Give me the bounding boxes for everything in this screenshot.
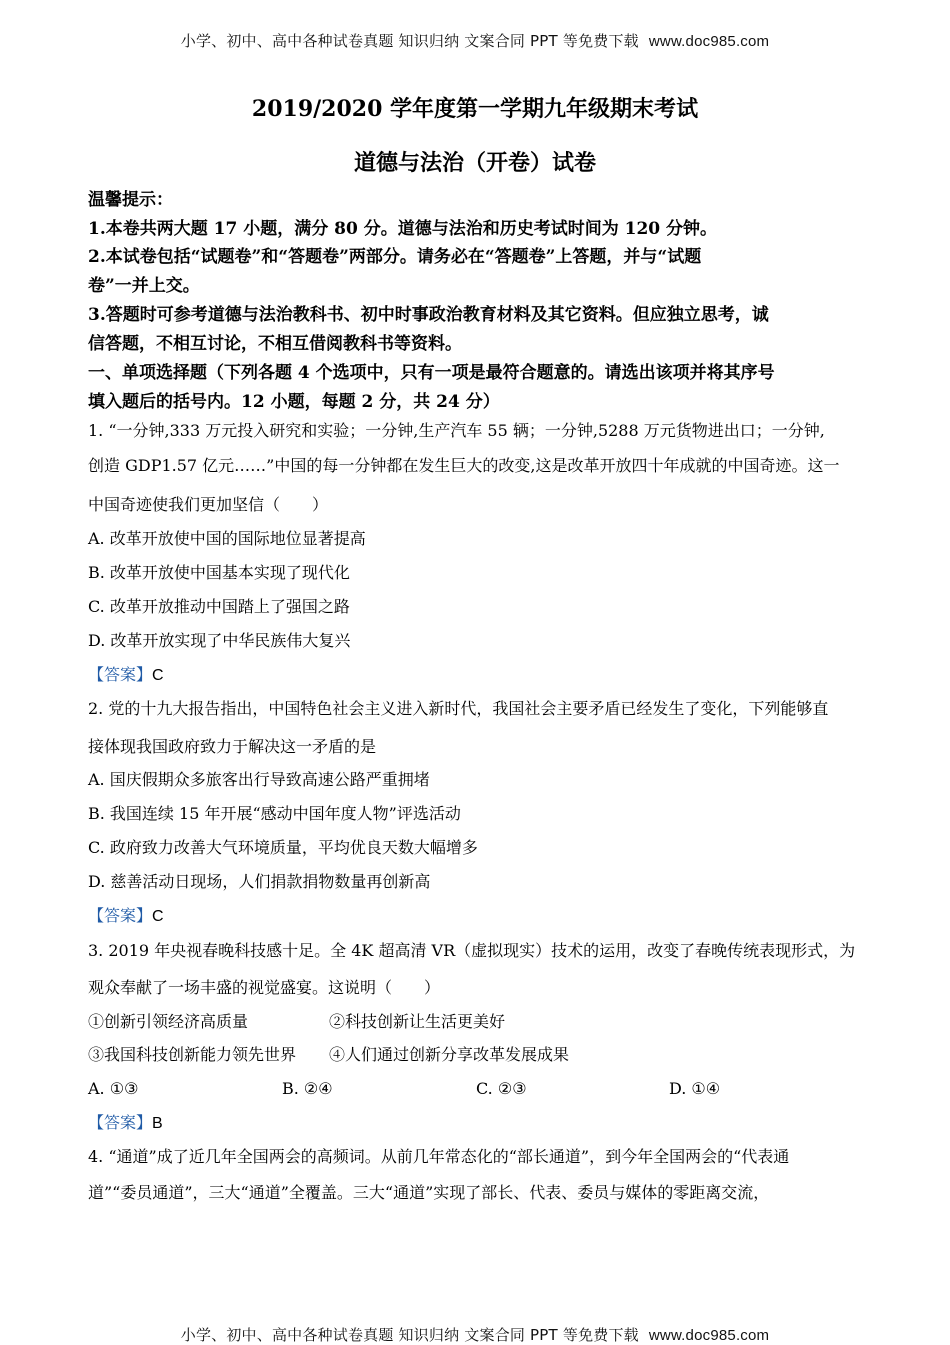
footer-site-link[interactable]: www.doc985.com: [648, 1327, 770, 1344]
q1-answer-value: C: [152, 667, 164, 684]
q1-line-2: 创造 GDP1.57 亿元……”中国的每一分钟都在发生巨大的改变,这是改革开放四十年成就的中国奇迹。这一: [88, 456, 840, 475]
q2-answer-value: C: [152, 908, 164, 925]
section-heading-a: 一、单项选择题（下列各题 4 个选项中，只有一项是最符合题意的。请选出该项并将其序号: [88, 363, 775, 383]
q2-option-b: B. 我国连续 15 年开展“感动中国年度人物”评选活动: [88, 804, 461, 823]
q3-answer: [88, 1112, 878, 1135]
q2-answer: [88, 905, 878, 928]
q4-line-1: 4. “通道”成了近几年全国两会的高频词。从前几年常态化的“部长通道”，到今年全国两会的“代表通: [88, 1147, 790, 1166]
q3-option-b: B. ②④: [282, 1079, 333, 1098]
q2-line-1: 2. 党的十九大报告指出，中国特色社会主义进入新时代，我国社会主要矛盾已经发生了变化，下列能够直: [88, 699, 829, 718]
q3-line-1: 3. 2019 年央视春晚科技感十足。全 4K 超高清 VR（虚拟现实）技术的运用，改变了春晚传统表现形式，为: [88, 941, 856, 960]
answer-label: 【答案】: [88, 665, 153, 684]
notice-line-3a: 3.答题时可参考道德与法治教科书、初中时事政治教育材料及其它资料。但应独立思考，诚: [88, 305, 769, 325]
header-site-link[interactable]: www.doc985.com: [648, 33, 770, 50]
q1-line-1: 1. “一分钟,333 万元投入研究和实验；一分钟,生产汽车 55 辆；一分钟,5288 万元货物进出口；一分钟,: [88, 421, 825, 440]
page-header: [0, 30, 950, 51]
notice-line-1: 1.本卷共两大题 17 小题，满分 80 分。道德与法治和历史考试时间为 120 分钟。: [88, 219, 718, 239]
q2-option-c: C. 政府致力改善大气环境质量，平均优良天数大幅增多: [88, 838, 478, 857]
q3-answer-value: B: [152, 1115, 163, 1132]
notice-line-3b: 信答题，不相互讨论，不相互借阅教科书等资料。: [88, 334, 462, 354]
q1-answer: [88, 664, 878, 687]
q3-statement-3: ③我国科技创新能力领先世界: [88, 1045, 297, 1064]
q1-line-3: 中国奇迹使我们更加坚信（ ）: [88, 495, 329, 514]
q3-statement-4: ④人们通过创新分享改革发展成果: [329, 1045, 570, 1064]
answer-label: 【答案】: [88, 906, 153, 925]
exam-subtitle: 道德与法治（开卷）试卷: [353, 150, 596, 176]
q3-line-2: 观众奉献了一场丰盛的视觉盛宴。这说明（ ）: [88, 978, 441, 997]
q4-line-2: 道”“委员通道”，三大“通道”全覆盖。三大“通道”实现了部长、代表、委员与媒体的零距离交流，: [88, 1183, 770, 1202]
exam-title: 2019/2020 学年度第一学期九年级期末考试: [251, 96, 699, 122]
notice-line-2b: 卷”一并上交。: [88, 276, 200, 296]
q2-option-d: D. 慈善活动日现场，人们捐款捐物数量再创新高: [88, 872, 431, 891]
q3-option-d: D. ①④: [669, 1079, 721, 1098]
q3-statement-2: ②科技创新让生活更美好: [329, 1012, 506, 1031]
header-text: 小学、初中、高中各种试卷真题 知识归纳 文案合同 PPT 等免费下载: [180, 32, 639, 50]
q3-option-c: C. ②③: [476, 1079, 527, 1098]
page-footer: [0, 1324, 950, 1345]
q3-option-a: A. ①③: [88, 1079, 139, 1098]
q1-option-c: C. 改革开放推动中国踏上了强国之路: [88, 597, 350, 616]
q2-option-a: A. 国庆假期众多旅客出行导致高速公路严重拥堵: [88, 770, 430, 789]
section-heading-b: 填入题后的括号内。12 小题，每题 2 分，共 24 分）: [88, 392, 500, 412]
answer-label: 【答案】: [88, 1113, 153, 1132]
q1-option-d: D. 改革开放实现了中华民族伟大复兴: [88, 631, 351, 650]
notice-heading: 温馨提示：: [88, 190, 173, 210]
notice-line-2a: 2.本试卷包括“试题卷”和“答题卷”两部分。请务必在“答题卷”上答题，并与“试题: [88, 247, 702, 267]
q2-line-2: 接体现我国政府致力于解决这一矛盾的是: [88, 737, 377, 756]
q3-statement-1: ①创新引领经济高质量: [88, 1012, 249, 1031]
footer-text: 小学、初中、高中各种试卷真题 知识归纳 文案合同 PPT 等免费下载: [180, 1326, 639, 1344]
q1-option-b: B. 改革开放使中国基本实现了现代化: [88, 563, 350, 582]
q1-option-a: A. 改革开放使中国的国际地位显著提高: [88, 529, 366, 548]
